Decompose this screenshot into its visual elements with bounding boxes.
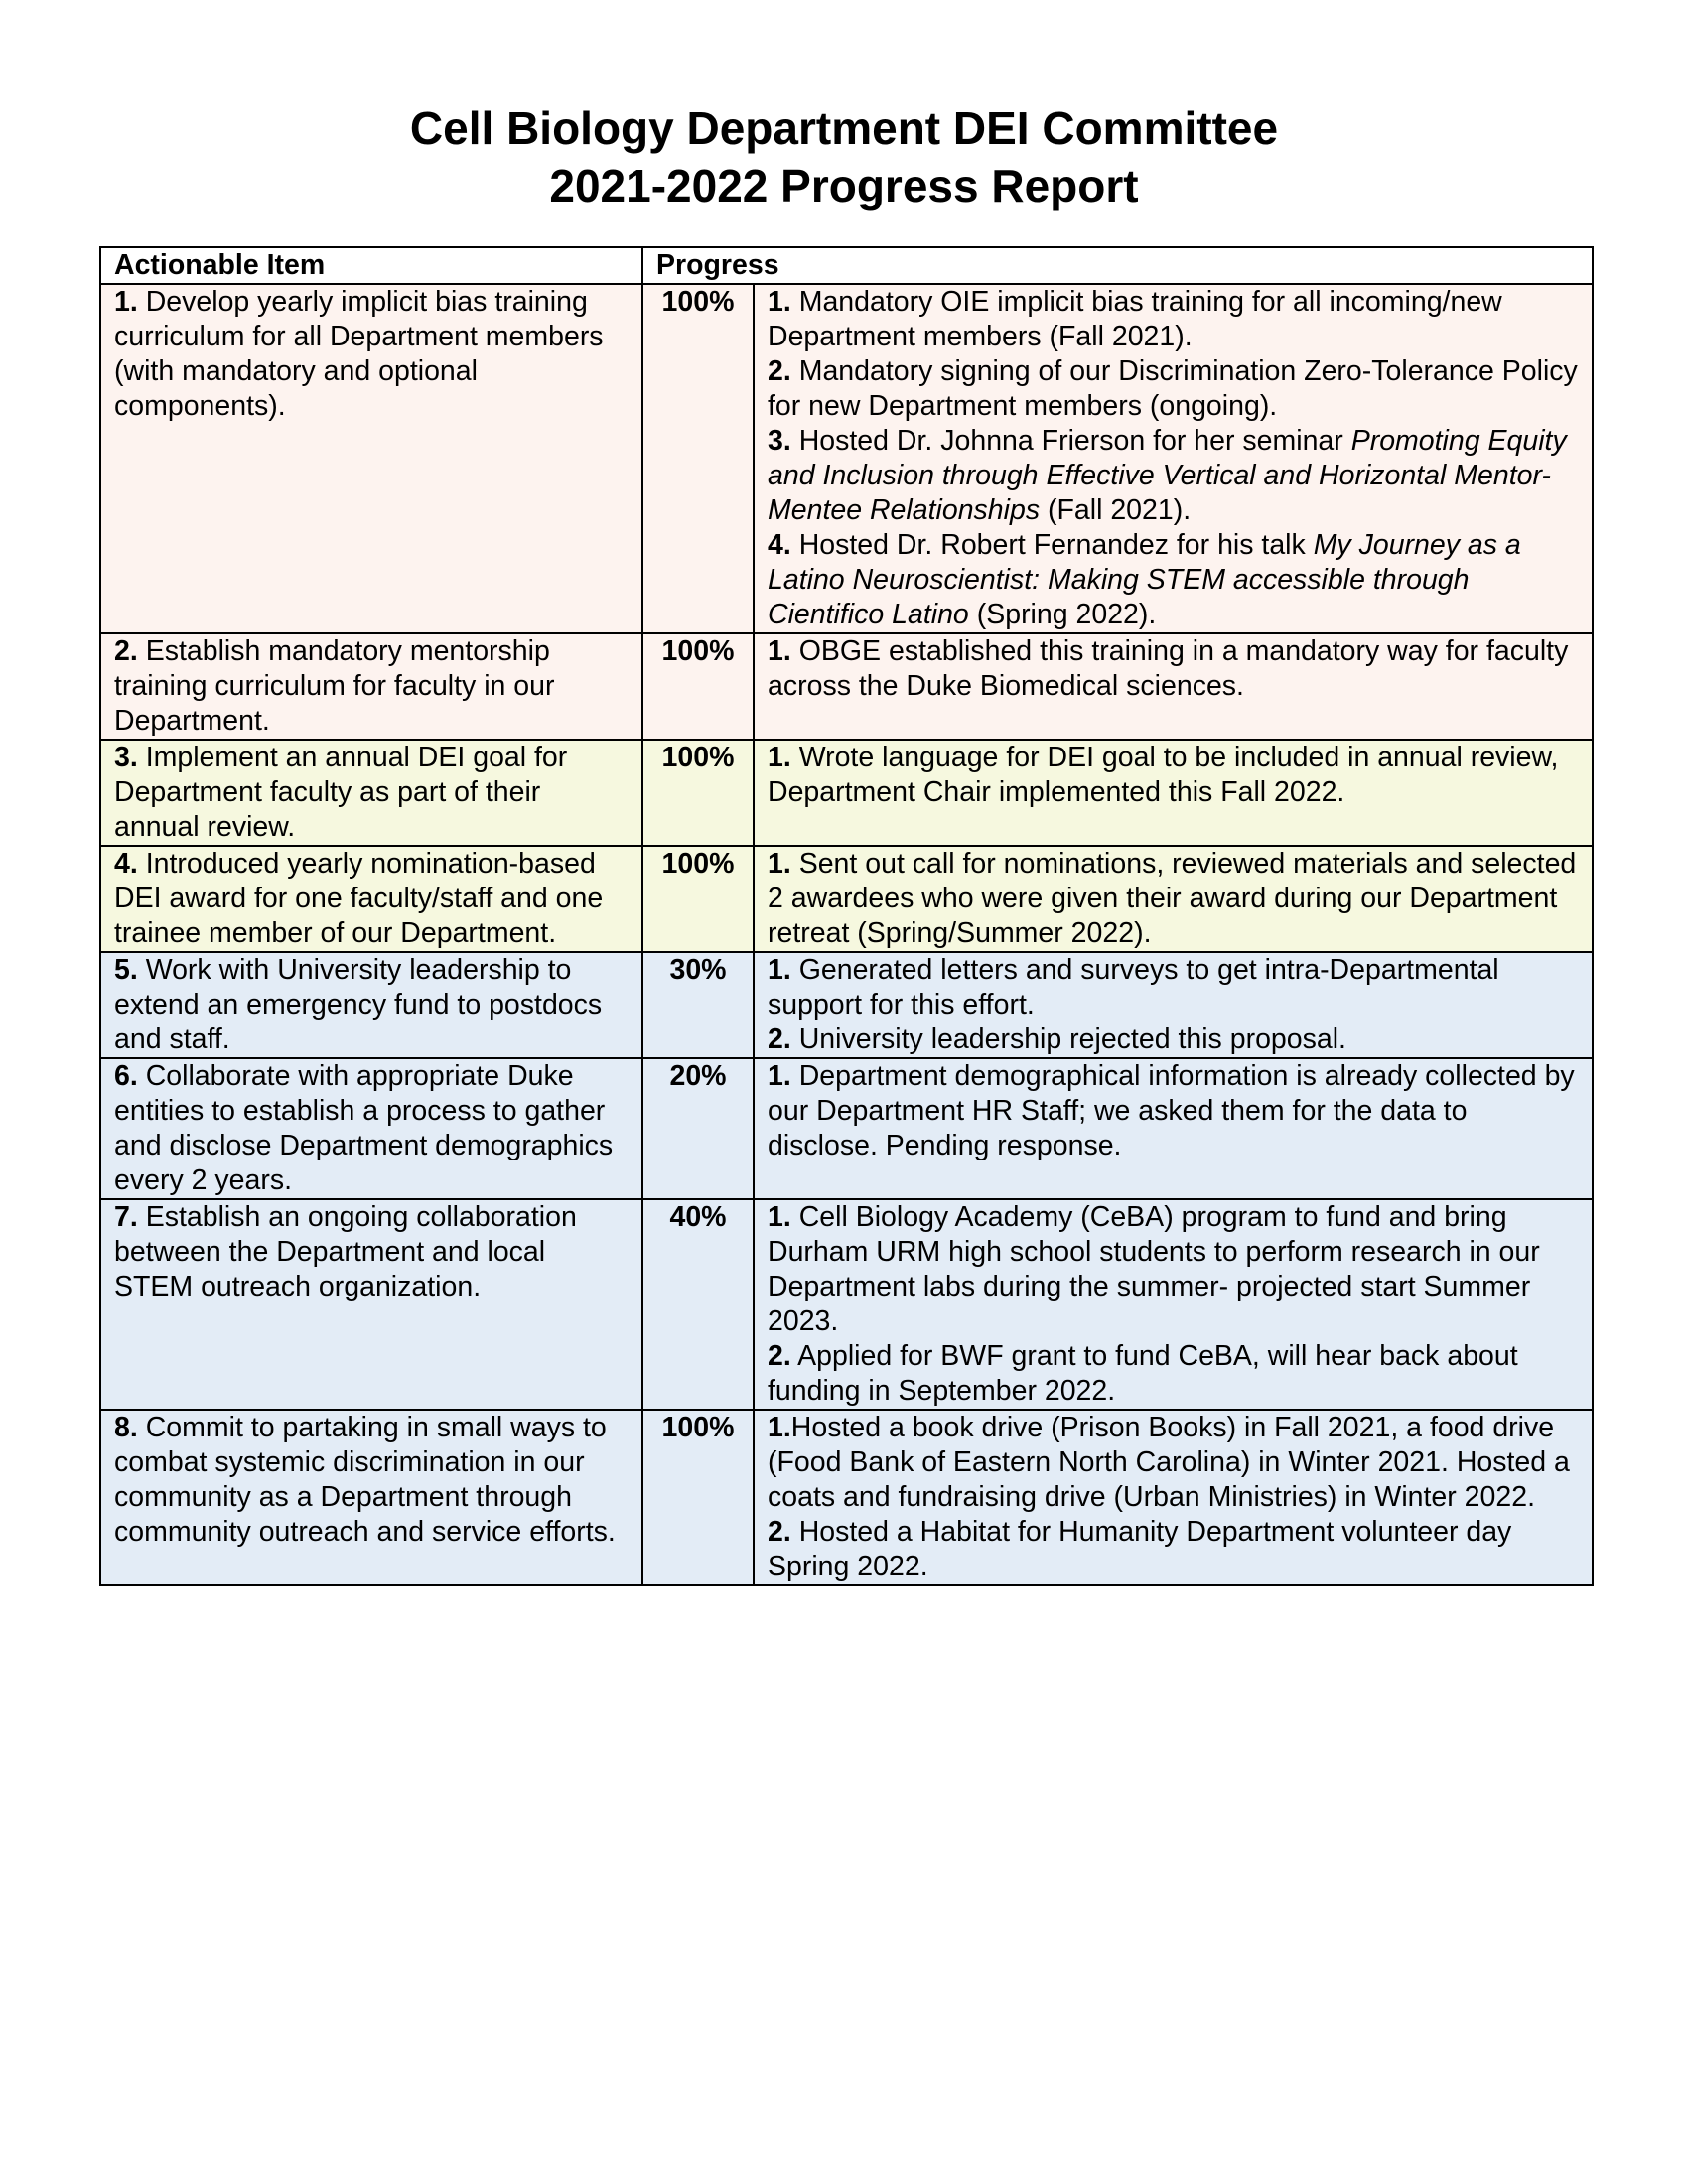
detail-text: Mandatory OIE implicit bias training for all incoming/new Department members (Fall 2021). — [768, 286, 1502, 352]
item-text: Implement an annual DEI goal for Department faculty as part of their annual review. — [114, 742, 568, 843]
detail-number: 1. — [768, 848, 791, 880]
detail-number: 4. — [768, 529, 791, 561]
actionable-item-cell — [100, 740, 642, 846]
progress-details-cell — [754, 740, 1593, 846]
actionable-item-cell — [100, 1199, 642, 1410]
detail-text: Hosted Dr. Johnna Frierson for her seminar — [790, 425, 1351, 457]
progress-percent: 100% — [642, 633, 754, 740]
item-text: Work with University leadership to extend an emergency fund to postdocs and staff. — [114, 954, 603, 1055]
progress-detail-item — [768, 847, 1579, 951]
progress-percent: 100% — [642, 740, 754, 846]
item-text: Commit to partaking in small ways to combat systemic discrimination in our community as a Department through community outreach and service efforts. — [114, 1412, 616, 1548]
item-number: 1. — [114, 286, 138, 318]
progress-details-cell — [754, 633, 1593, 740]
detail-number: 1. — [768, 1201, 791, 1233]
detail-text: Cell Biology Academy (CeBA) program to fund and bring Durham URM high school students to perform research in our Department labs during the summer- projected start Summer 2023. — [768, 1201, 1540, 1337]
progress-detail-item — [768, 1200, 1579, 1339]
detail-number: 1. — [768, 1412, 791, 1443]
detail-text: OBGE established this training in a mandatory way for faculty across the Duke Biomedical sciences. — [768, 635, 1569, 702]
detail-number: 1. — [768, 1060, 791, 1092]
progress-percent: 30% — [642, 952, 754, 1058]
title-line-1: Cell Biology Department DEI Committee — [409, 102, 1279, 154]
progress-percent: 100% — [642, 846, 754, 952]
item-number: 8. — [114, 1412, 138, 1443]
detail-number: 1. — [768, 954, 791, 986]
table-row — [100, 633, 1593, 740]
actionable-item-cell — [100, 284, 642, 633]
detail-text: Generated letters and surveys to get intra-Departmental support for this effort. — [768, 954, 1499, 1021]
actionable-item-cell — [100, 1058, 642, 1199]
progress-details-cell — [754, 1058, 1593, 1199]
item-text: Establish an ongoing collaboration between the Department and local STEM outreach organization. — [114, 1201, 577, 1302]
detail-text: Sent out call for nominations, reviewed materials and selected 2 awardees who were given their award during our Department retreat (Spring/Summer 2022). — [768, 848, 1577, 949]
progress-detail-item — [768, 741, 1579, 810]
progress-detail-item — [768, 1411, 1579, 1515]
progress-detail-item — [768, 354, 1579, 424]
item-number: 2. — [114, 635, 138, 667]
progress-details-cell — [754, 952, 1593, 1058]
table-row — [100, 846, 1593, 952]
table-body — [100, 284, 1593, 1585]
progress-table — [99, 246, 1594, 1586]
progress-detail-item — [768, 285, 1579, 354]
progress-detail-item — [768, 1023, 1579, 1057]
header-progress: Progress — [642, 247, 1593, 284]
item-text: Introduced yearly nomination-based DEI award for one faculty/staff and one trainee member of our Department. — [114, 848, 604, 949]
table-row — [100, 740, 1593, 846]
progress-percent: 100% — [642, 284, 754, 633]
document-title — [0, 99, 1688, 214]
table-row — [100, 1410, 1593, 1585]
progress-percent: 20% — [642, 1058, 754, 1199]
item-text: Establish mandatory mentorship training curriculum for faculty in our Department. — [114, 635, 555, 737]
detail-text: Department demographical information is already collected by our Department HR Staff; we asked them for the data to disclose. Pending response. — [768, 1060, 1575, 1161]
progress-detail-item — [768, 953, 1579, 1023]
detail-text: Applied for BWF grant to fund CeBA, will hear back about funding in September 2022. — [768, 1340, 1518, 1407]
detail-number: 1. — [768, 286, 791, 318]
table-row — [100, 1199, 1593, 1410]
progress-details-cell — [754, 284, 1593, 633]
progress-percent: 40% — [642, 1199, 754, 1410]
title-line-2: 2021-2022 Progress Report — [549, 160, 1139, 211]
item-number: 3. — [114, 742, 138, 773]
detail-title-text: Promoting Equity and Inclusion through Effective Vertical and Horizontal Mentor-Mentee Relationships — [768, 425, 1567, 526]
item-text: Develop yearly implicit bias training curriculum for all Department members (with mandatory and optional components). — [114, 286, 604, 422]
header-actionable-item: Actionable Item — [100, 247, 642, 284]
actionable-item-cell — [100, 633, 642, 740]
item-number: 4. — [114, 848, 138, 880]
detail-number: 2. — [768, 355, 791, 387]
detail-text: Hosted a book drive (Prison Books) in Fall 2021, a food drive (Food Bank of Eastern North Carolina) in Winter 2021. Hosted a coats and fundraising drive (Urban Ministries) in Winter 2022. — [768, 1412, 1570, 1513]
detail-number: 2. — [768, 1340, 791, 1372]
detail-text: Mandatory signing of our Discrimination Zero-Tolerance Policy for new Department members (ongoing). — [768, 355, 1578, 422]
detail-number: 2. — [768, 1516, 791, 1548]
progress-detail-item — [768, 528, 1579, 632]
detail-text: (Fall 2021). — [1040, 494, 1192, 526]
progress-details-cell — [754, 846, 1593, 952]
detail-number: 3. — [768, 425, 791, 457]
progress-percent: 100% — [642, 1410, 754, 1585]
actionable-item-cell — [100, 846, 642, 952]
detail-text: Wrote language for DEI goal to be included in annual review, Department Chair implemented this Fall 2022. — [768, 742, 1559, 808]
detail-text: Hosted Dr. Robert Fernandez for his talk — [790, 529, 1314, 561]
actionable-item-cell — [100, 1410, 642, 1585]
progress-detail-item — [768, 424, 1579, 528]
table-header-row — [100, 247, 1593, 284]
table-row — [100, 1058, 1593, 1199]
progress-details-cell — [754, 1199, 1593, 1410]
detail-text: Hosted a Habitat for Humanity Department volunteer day Spring 2022. — [768, 1516, 1512, 1582]
table-row — [100, 952, 1593, 1058]
item-text: Collaborate with appropriate Duke entities to establish a process to gather and disclose Department demographics every 2 years. — [114, 1060, 614, 1196]
table-row — [100, 284, 1593, 633]
detail-number: 2. — [768, 1024, 791, 1055]
detail-number: 1. — [768, 742, 791, 773]
progress-details-cell — [754, 1410, 1593, 1585]
detail-number: 1. — [768, 635, 791, 667]
progress-detail-item — [768, 1515, 1579, 1584]
progress-detail-item — [768, 1339, 1579, 1409]
detail-title-text: My Journey as a Latino Neuroscientist: Making STEM accessible through Cientifico Latino — [768, 529, 1521, 630]
detail-text: (Spring 2022). — [968, 599, 1157, 630]
detail-text: University leadership rejected this proposal. — [790, 1024, 1346, 1055]
progress-detail-item — [768, 1059, 1579, 1163]
item-number: 5. — [114, 954, 138, 986]
progress-detail-item — [768, 634, 1579, 704]
actionable-item-cell — [100, 952, 642, 1058]
item-number: 6. — [114, 1060, 138, 1092]
item-number: 7. — [114, 1201, 138, 1233]
